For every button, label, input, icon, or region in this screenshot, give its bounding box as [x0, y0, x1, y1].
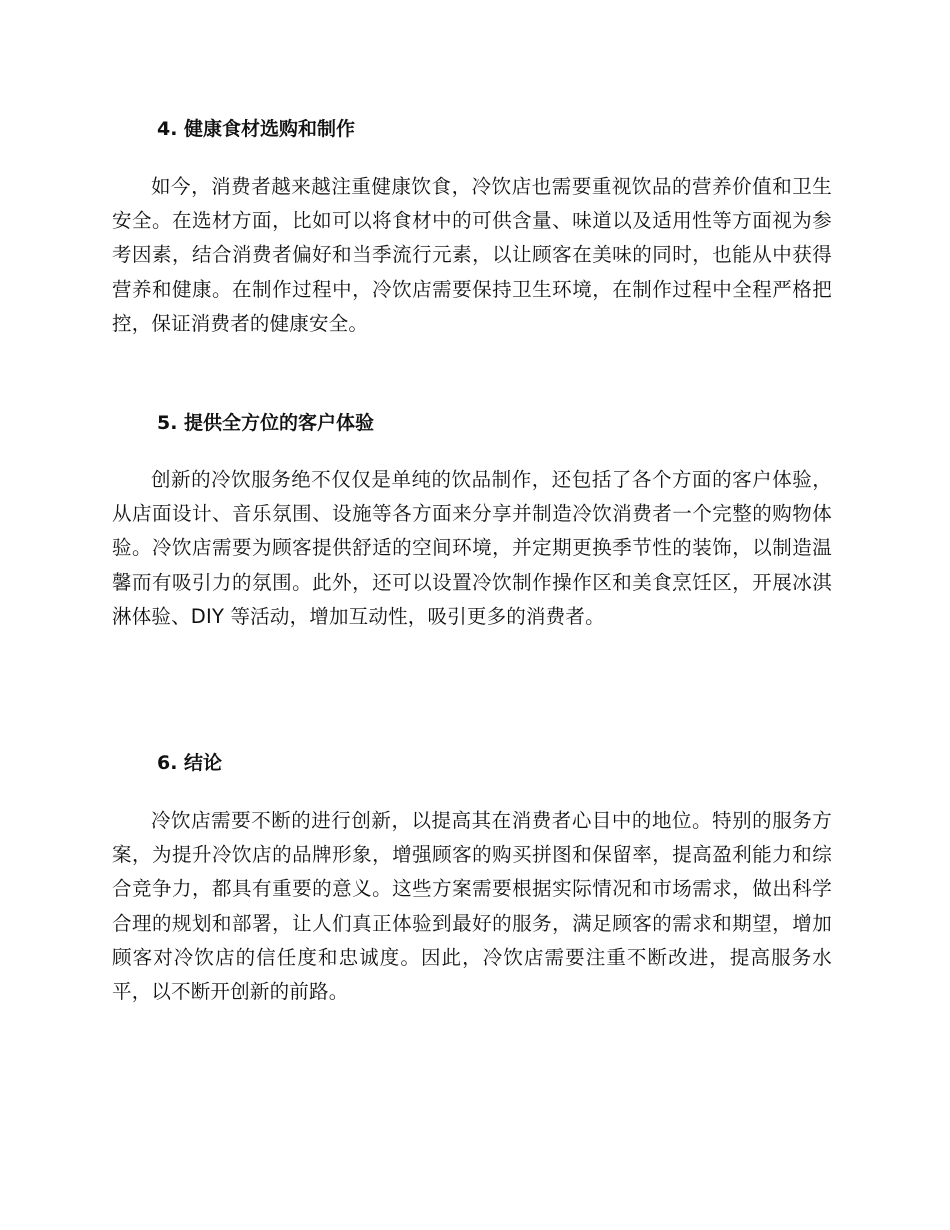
- section-heading-healthy-ingredients: 4. 健康食材选购和制作: [157, 118, 356, 140]
- section-paragraph-healthy-ingredients: 如今，消费者越来越注重健康饮食，冷饮店也需要重视饮品的营养价值和卫生安全。在选材方面，比如可以将食材中的可供含量、味道以及适用性等方面视为参考因素，结合消费者偏好和当季流行元素，以让顾客在美味的同时，也能从中获得营养和健康。在制作过程中，冷饮店需要保持卫生环境，在制作过程中全程严格把控，保证消费者的健康安全。: [112, 175, 832, 335]
- section-paragraph-conclusion: 冷饮店需要不断的进行创新，以提高其在消费者心目中的地位。特别的服务方案，为提升冷饮店的品牌形象，增强顾客的购买拼图和保留率，提高盈利能力和综合竞争力，都具有重要的意义。这些方案需要根据实际情况和市场需求，做出科学合理的规划和部署，让人们真正体验到最好的服务，满足顾客的需求和期望，增加顾客对冷饮店的信任度和忠诚度。因此，冷饮店需要注重不断改进，提高服务水平，以不断开创新的前路。: [112, 809, 832, 1004]
- section-heading-conclusion: 6. 结论: [157, 752, 223, 774]
- section-heading-customer-experience: 5. 提供全方位的客户体验: [157, 412, 375, 434]
- section-paragraph-customer-experience: 创新的冷饮服务绝不仅仅是单纯的饮品制作，还包括了各个方面的客户体验，从店面设计、音乐氛围、设施等各方面来分享并制造冷饮消费者一个完整的购物体验。冷饮店需要为顾客提供舒适的空间环境，并定期更换季节性的装饰，以制造温馨而有吸引力的氛围。此外，还可以设置冷饮制作操作区和美食烹饪区，开展冰淇淋体验、DIY 等活动，增加互动性，吸引更多的消费者。: [112, 468, 832, 628]
